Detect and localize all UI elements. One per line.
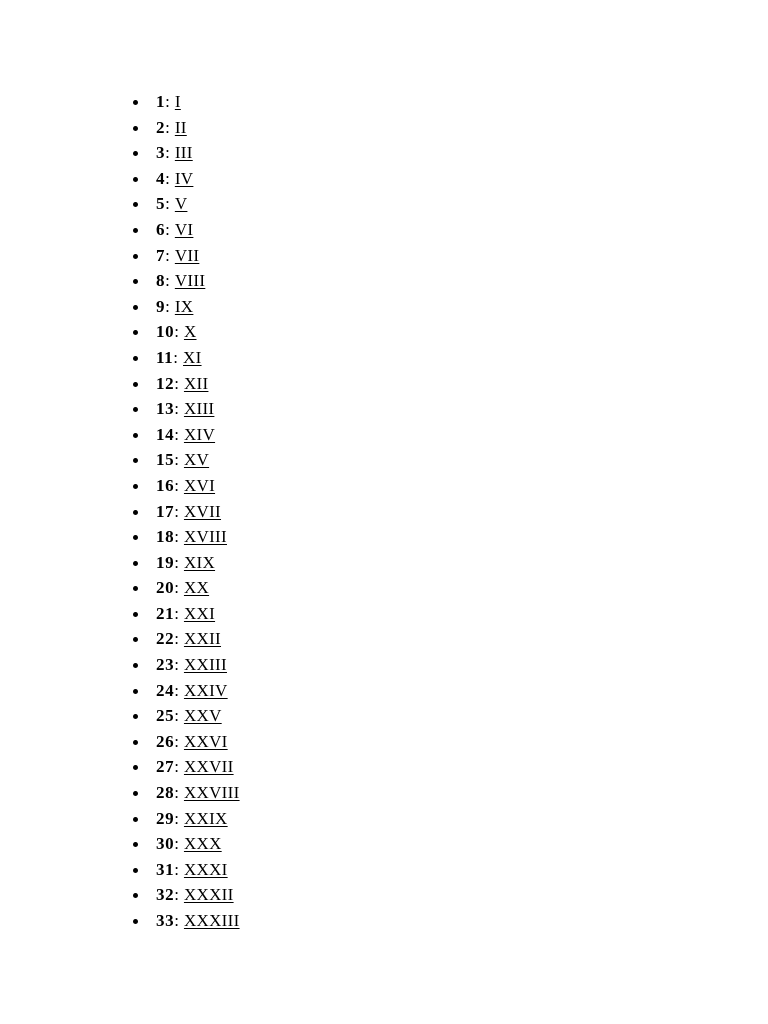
separator: :	[174, 706, 179, 726]
list-item	[0, 140, 240, 166]
number-label: 27	[156, 757, 175, 777]
bullet-icon	[133, 612, 138, 617]
separator: :	[165, 245, 170, 265]
separator: :	[174, 527, 179, 547]
list-item	[0, 243, 240, 269]
roman-numeral-link[interactable]: XXVIII	[183, 783, 240, 803]
bullet-icon	[133, 279, 138, 284]
roman-numeral-link[interactable]: II	[174, 117, 187, 137]
roman-numeral-link[interactable]: X	[183, 322, 197, 342]
separator: :	[174, 629, 179, 649]
separator: :	[174, 373, 179, 393]
list-item	[0, 652, 240, 678]
list-item	[0, 754, 240, 780]
list-item	[0, 294, 240, 320]
separator: :	[165, 296, 170, 316]
roman-numeral-link[interactable]: XXII	[183, 629, 222, 649]
list-item	[0, 601, 240, 627]
roman-numeral-link[interactable]: XIV	[183, 424, 216, 444]
number-label: 24	[156, 680, 175, 700]
list-item	[0, 447, 240, 473]
separator: :	[165, 92, 170, 111]
bullet-icon	[133, 126, 138, 131]
roman-numeral-link[interactable]: I	[174, 92, 181, 111]
list-item	[0, 780, 240, 806]
number-label: 22	[156, 629, 175, 649]
roman-numeral-link[interactable]: IV	[174, 168, 194, 188]
number-label: 28	[156, 783, 175, 803]
list-item	[0, 422, 240, 448]
number-label: 18	[156, 527, 175, 547]
roman-numeral-link[interactable]: XVII	[183, 501, 222, 521]
bullet-icon	[133, 842, 138, 847]
separator: :	[174, 450, 179, 470]
roman-numeral-link[interactable]: XV	[183, 450, 210, 470]
list-item	[0, 115, 240, 141]
separator: :	[165, 168, 170, 188]
number-label: 3	[156, 143, 166, 163]
number-label: 8	[156, 271, 166, 291]
separator: :	[174, 885, 179, 905]
list-item	[0, 319, 240, 345]
roman-numeral-link[interactable]: XIII	[183, 399, 215, 419]
number-label: 4	[156, 168, 166, 188]
number-label: 31	[156, 859, 175, 879]
separator: :	[165, 271, 170, 291]
separator: :	[174, 655, 179, 675]
list-item	[0, 89, 240, 115]
list-item	[0, 831, 240, 857]
separator: :	[174, 808, 179, 828]
roman-numeral-link[interactable]: XX	[183, 578, 210, 598]
number-label: 2	[156, 117, 166, 137]
bullet-icon	[133, 177, 138, 182]
separator: :	[174, 757, 179, 777]
bullet-icon	[133, 535, 138, 540]
roman-numeral-link[interactable]: V	[174, 194, 188, 214]
number-label: 15	[156, 450, 175, 470]
bullet-icon	[133, 254, 138, 259]
bullet-icon	[133, 791, 138, 796]
list-item	[0, 499, 240, 525]
bullet-icon	[133, 689, 138, 694]
roman-numeral-link[interactable]: XXIII	[183, 655, 227, 675]
separator: :	[174, 859, 179, 879]
bullet-icon	[133, 151, 138, 156]
list-item	[0, 575, 240, 601]
separator: :	[174, 552, 179, 572]
list-item	[0, 268, 240, 294]
number-label: 23	[156, 655, 175, 675]
roman-numeral-link[interactable]: XXIV	[183, 680, 228, 700]
number-label: 5	[156, 194, 166, 214]
separator: :	[165, 117, 170, 137]
bullet-icon	[133, 663, 138, 668]
list-item	[0, 371, 240, 397]
roman-numeral-link[interactable]: XII	[183, 373, 209, 393]
number-label: 6	[156, 219, 166, 239]
roman-numeral-link[interactable]: XXI	[183, 603, 216, 623]
roman-numeral-link[interactable]: VII	[174, 245, 200, 265]
roman-numeral-link[interactable]: XXVI	[183, 731, 228, 751]
separator: :	[173, 347, 178, 367]
list-item	[0, 703, 240, 729]
separator: :	[174, 424, 179, 444]
separator: :	[174, 603, 179, 623]
bullet-icon	[133, 330, 138, 335]
list-item	[0, 473, 240, 499]
number-label: 20	[156, 578, 175, 598]
separator: :	[165, 194, 170, 214]
list-item	[0, 550, 240, 576]
bullet-icon	[133, 458, 138, 463]
separator: :	[174, 834, 179, 854]
roman-numeral-link[interactable]: XXX	[183, 834, 222, 854]
number-label: 19	[156, 552, 175, 572]
separator: :	[174, 680, 179, 700]
list-item	[0, 396, 240, 422]
number-label: 21	[156, 603, 175, 623]
list-item	[0, 191, 240, 217]
bullet-icon	[133, 893, 138, 898]
roman-numeral-link[interactable]: XI	[183, 347, 202, 367]
number-label: 33	[156, 911, 175, 930]
separator: :	[165, 143, 170, 163]
separator: :	[174, 731, 179, 751]
list-item	[0, 806, 240, 832]
number-label: 1	[156, 92, 166, 111]
bullet-icon	[133, 407, 138, 412]
separator: :	[174, 578, 179, 598]
separator: :	[174, 475, 179, 495]
list-item	[0, 166, 240, 192]
roman-numeral-link[interactable]: VIII	[174, 271, 206, 291]
number-label: 29	[156, 808, 175, 828]
list-item	[0, 882, 240, 908]
roman-numeral-link[interactable]: IX	[174, 296, 194, 316]
number-label: 14	[156, 424, 175, 444]
roman-numeral-link[interactable]: XXXII	[183, 885, 234, 905]
bullet-icon	[133, 868, 138, 873]
roman-numeral-link[interactable]: XXV	[183, 706, 222, 726]
bullet-icon	[133, 433, 138, 438]
roman-numeral-link[interactable]: XXVII	[183, 757, 234, 777]
bullet-icon	[133, 484, 138, 489]
separator: :	[165, 219, 170, 239]
number-label: 7	[156, 245, 166, 265]
bullet-icon	[133, 561, 138, 566]
bullet-icon	[133, 919, 138, 924]
roman-numeral-link[interactable]: XXIX	[183, 808, 228, 828]
list-item	[0, 729, 240, 755]
bullet-icon	[133, 586, 138, 591]
list-item	[0, 626, 240, 652]
number-label: 16	[156, 475, 175, 495]
number-label: 11	[156, 347, 174, 367]
bullet-icon	[133, 510, 138, 515]
number-label: 25	[156, 706, 175, 726]
roman-numeral-link[interactable]: XXXIII	[183, 911, 240, 930]
separator: :	[174, 322, 179, 342]
number-label: 26	[156, 731, 175, 751]
roman-numeral-link[interactable]: XIX	[183, 552, 216, 572]
roman-numeral-link[interactable]: XVIII	[183, 527, 227, 547]
bullet-icon	[133, 637, 138, 642]
list-item	[0, 524, 240, 550]
bullet-icon	[133, 100, 138, 105]
bullet-icon	[133, 202, 138, 207]
bullet-icon	[133, 382, 138, 387]
number-label: 10	[156, 322, 175, 342]
number-label: 32	[156, 885, 175, 905]
separator: :	[174, 399, 179, 419]
list-item	[0, 857, 240, 883]
roman-numeral-link[interactable]: XXXI	[183, 859, 228, 879]
roman-numeral-link[interactable]: VI	[174, 219, 194, 239]
separator: :	[174, 783, 179, 803]
number-label: 17	[156, 501, 175, 521]
bullet-icon	[133, 714, 138, 719]
bullet-icon	[133, 740, 138, 745]
roman-numeral-link[interactable]: III	[174, 143, 193, 163]
number-label: 13	[156, 399, 175, 419]
roman-numeral-list	[0, 89, 240, 934]
separator: :	[174, 911, 179, 930]
number-label: 30	[156, 834, 175, 854]
list-item	[0, 217, 240, 243]
number-label: 12	[156, 373, 175, 393]
bullet-icon	[133, 356, 138, 361]
list-item	[0, 908, 240, 934]
bullet-icon	[133, 817, 138, 822]
separator: :	[174, 501, 179, 521]
number-label: 9	[156, 296, 166, 316]
list-item	[0, 678, 240, 704]
bullet-icon	[133, 305, 138, 310]
bullet-icon	[133, 228, 138, 233]
list-item	[0, 345, 240, 371]
bullet-icon	[133, 765, 138, 770]
roman-numeral-link[interactable]: XVI	[183, 475, 216, 495]
